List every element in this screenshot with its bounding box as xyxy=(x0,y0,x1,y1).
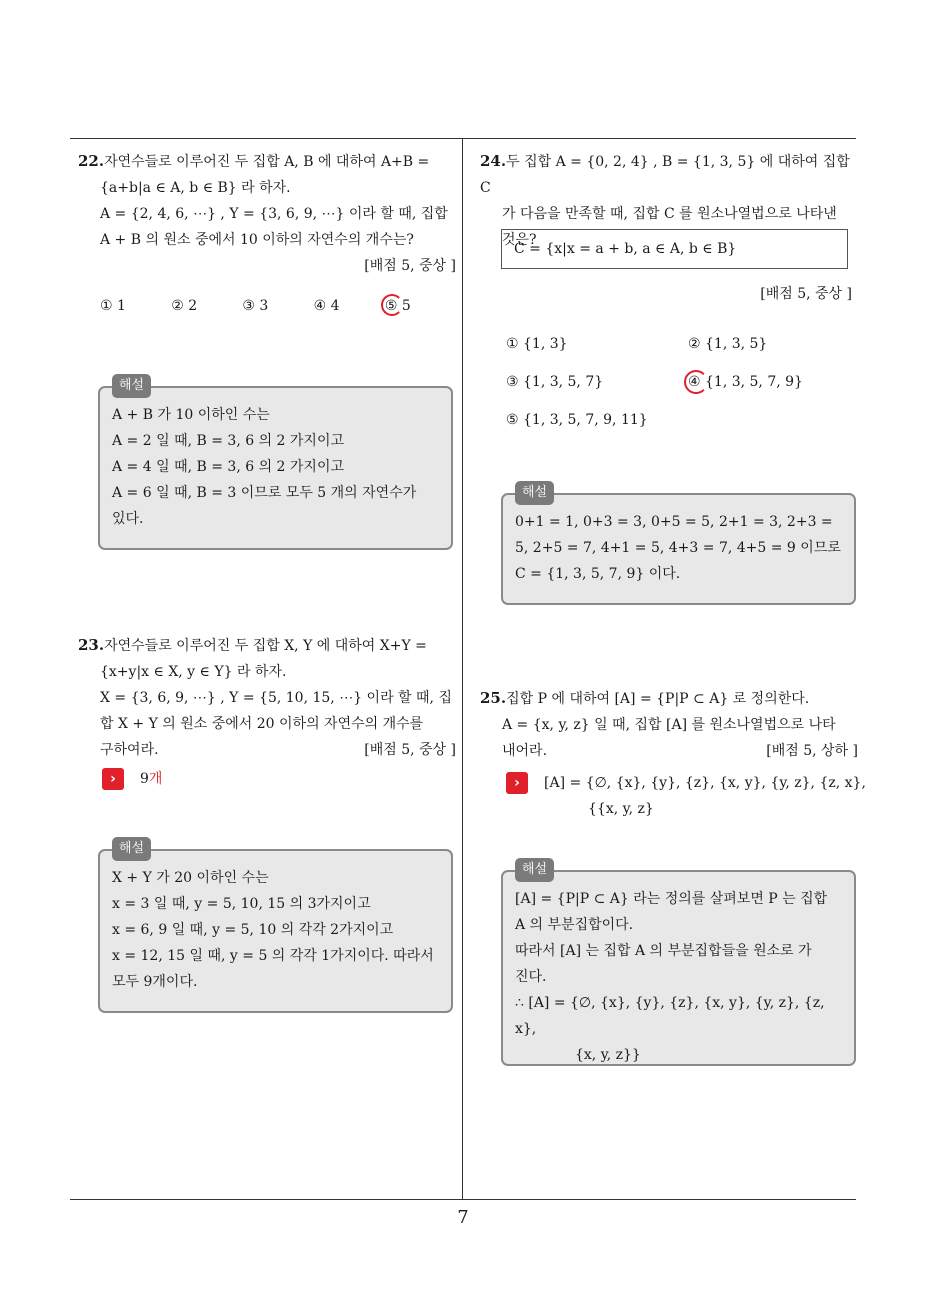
question-text: A = {x, y, z} 일 때, 집합 [A] 를 원소나열법으로 나타 xyxy=(502,717,836,733)
score-label: [배점 5, 중상 ] xyxy=(364,742,456,758)
score-label: [배점 5, 중상 ] xyxy=(364,258,456,274)
explanation-line: A 의 부분집합이다. xyxy=(515,917,634,933)
question-text: 집합 P 에 대하여 [A] = {P|P ⊂ A} 로 정의한다. xyxy=(506,691,810,707)
bottom-rule xyxy=(70,1199,856,1200)
explanation-line: 있다. xyxy=(112,511,144,527)
question-text: X = {3, 6, 9, ⋯} , Y = {5, 10, 15, ⋯} 이라 할 때, 집 xyxy=(100,690,452,706)
question-text: 내어라. xyxy=(502,743,548,759)
explanation-line: ∴ [A] = {∅, {x}, {y}, {z}, {x, y}, {y, z}, {z, x}, xyxy=(515,995,825,1037)
question-text: 가 다음을 만족할 때, 집합 C 를 원소나열법으로 나타낸 xyxy=(502,206,837,222)
score-label: [배점 5, 중상 ] xyxy=(760,286,852,302)
choice-4-label: ④ {1, 3, 5, 7, 9} xyxy=(688,374,803,390)
question-23 xyxy=(78,632,456,763)
column-divider xyxy=(462,138,463,1200)
choice-list xyxy=(78,293,456,319)
explanation-line: X + Y 가 20 이하인 수는 xyxy=(112,870,269,886)
question-number: 24. xyxy=(480,152,507,170)
explanation-line: x = 12, 15 일 때, y = 5 의 각각 1가지이다. 따라서 xyxy=(112,948,434,964)
explanation-line: A = 2 일 때, B = 3, 6 의 2 가지이고 xyxy=(112,433,345,449)
explanation-tag: 해설 xyxy=(515,481,554,505)
explanation-line: 0+1 = 1, 0+3 = 3, 0+5 = 5, 2+1 = 3, 2+3 = xyxy=(515,514,833,530)
explanation-tag: 해설 xyxy=(112,837,151,861)
answer-value: 9 xyxy=(140,771,149,787)
explanation-line: {x, y, z}} xyxy=(575,1047,641,1063)
question-text: 두 집합 A = {0, 2, 4} , B = {1, 3, 5} 에 대하여 집합 C xyxy=(480,154,850,196)
question-text: {a+b|a ∈ A, b ∈ B} 라 하자. xyxy=(100,180,291,196)
explanation-tag: 해설 xyxy=(515,858,554,882)
question-text: 구하여라. xyxy=(100,742,159,758)
explanation-line: x = 6, 9 일 때, y = 5, 10 의 각각 2가지이고 xyxy=(112,922,394,938)
question-number: 22. xyxy=(78,152,105,170)
top-rule xyxy=(70,138,856,139)
explanation-line: [A] = {P|P ⊂ A} 라는 정의를 살펴보면 P 는 집합 xyxy=(515,891,828,907)
answer-line: [A] = {∅, {x}, {y}, {z}, {x, y}, {y, z}, {z, x}, xyxy=(544,775,866,791)
answer-text xyxy=(140,766,162,792)
explanation-box-22 xyxy=(98,378,453,550)
chevron-right-icon: › xyxy=(102,768,124,790)
question-text: 자연수들로 이루어진 두 집합 A, B 에 대하여 A+B = xyxy=(104,154,430,170)
explanation-box-25 xyxy=(501,862,856,1066)
explanation-line: A = 6 일 때, B = 3 이므로 모두 5 개의 자연수가 xyxy=(112,485,417,501)
explanation-line: 따라서 [A] 는 집합 A 의 부분집합들을 원소로 가 xyxy=(515,943,812,959)
explanation-box-24 xyxy=(501,485,856,605)
question-text: {x+y|x ∈ X, y ∈ Y} 라 하자. xyxy=(100,664,287,680)
choice-5-marked[interactable] xyxy=(385,293,456,319)
choice-grid xyxy=(506,325,870,439)
choice-2[interactable]: ② 2 xyxy=(171,298,198,314)
answer-text xyxy=(544,770,866,822)
explanation-line: 모두 9개이다. xyxy=(112,974,198,990)
answer-circle-mark xyxy=(684,370,708,394)
choice-4[interactable]: ④ 4 xyxy=(313,298,340,314)
explanation-tag: 해설 xyxy=(112,374,151,398)
question-text: A = {2, 4, 6, ⋯} , Y = {3, 6, 9, ⋯} 이라 할 때, 집합 xyxy=(100,206,448,222)
answer-row-25 xyxy=(506,772,866,822)
condition-box: C = {x|x = a + b, a ∈ A, b ∈ B} xyxy=(501,229,848,269)
question-25 xyxy=(480,685,858,764)
choice-4-marked[interactable] xyxy=(688,363,870,401)
choice-1[interactable]: ① {1, 3} xyxy=(506,336,568,352)
chevron-right-icon: › xyxy=(506,772,528,794)
page-number: 7 xyxy=(457,1207,469,1228)
explanation-box-23 xyxy=(98,841,453,1013)
answer-row-23 xyxy=(102,768,162,792)
answer-unit: 개 xyxy=(148,771,163,787)
explanation-line: A + B 가 10 이하인 수는 xyxy=(112,407,270,423)
choice-3[interactable]: ③ 3 xyxy=(242,298,269,314)
choice-5[interactable]: ⑤ {1, 3, 5, 7, 9, 11} xyxy=(506,412,648,428)
question-text: 합 X + Y 의 원소 중에서 20 이하의 자연수의 개수를 xyxy=(100,716,424,732)
question-22 xyxy=(78,148,456,319)
question-text: A + B 의 원소 중에서 10 이하의 자연수의 개수는? xyxy=(100,232,414,248)
question-number: 23. xyxy=(78,636,105,654)
explanation-line: 진다. xyxy=(515,969,547,985)
choice-5-label: ⑤ 5 xyxy=(384,298,411,314)
question-text: 것은? xyxy=(502,232,537,248)
explanation-line: x = 3 일 때, y = 5, 10, 15 의 3가지이고 xyxy=(112,896,371,912)
answer-circle-mark xyxy=(381,294,403,316)
choice-3[interactable]: ③ {1, 3, 5, 7} xyxy=(506,374,604,390)
choice-1[interactable]: ① 1 xyxy=(100,298,126,314)
question-number: 25. xyxy=(480,689,507,707)
explanation-line: 5, 2+5 = 7, 4+1 = 5, 4+3 = 7, 4+5 = 9 이므로 xyxy=(515,540,841,556)
answer-line: {{x, y, z} xyxy=(588,801,654,817)
explanation-line: A = 4 일 때, B = 3, 6 의 2 가지이고 xyxy=(112,459,345,475)
choice-2[interactable]: ② {1, 3, 5} xyxy=(688,336,768,352)
explanation-line: C = {1, 3, 5, 7, 9} 이다. xyxy=(515,566,681,582)
score-label: [배점 5, 상하 ] xyxy=(766,743,858,759)
question-text: 자연수들로 이루어진 두 집합 X, Y 에 대하여 X+Y = xyxy=(104,638,427,654)
